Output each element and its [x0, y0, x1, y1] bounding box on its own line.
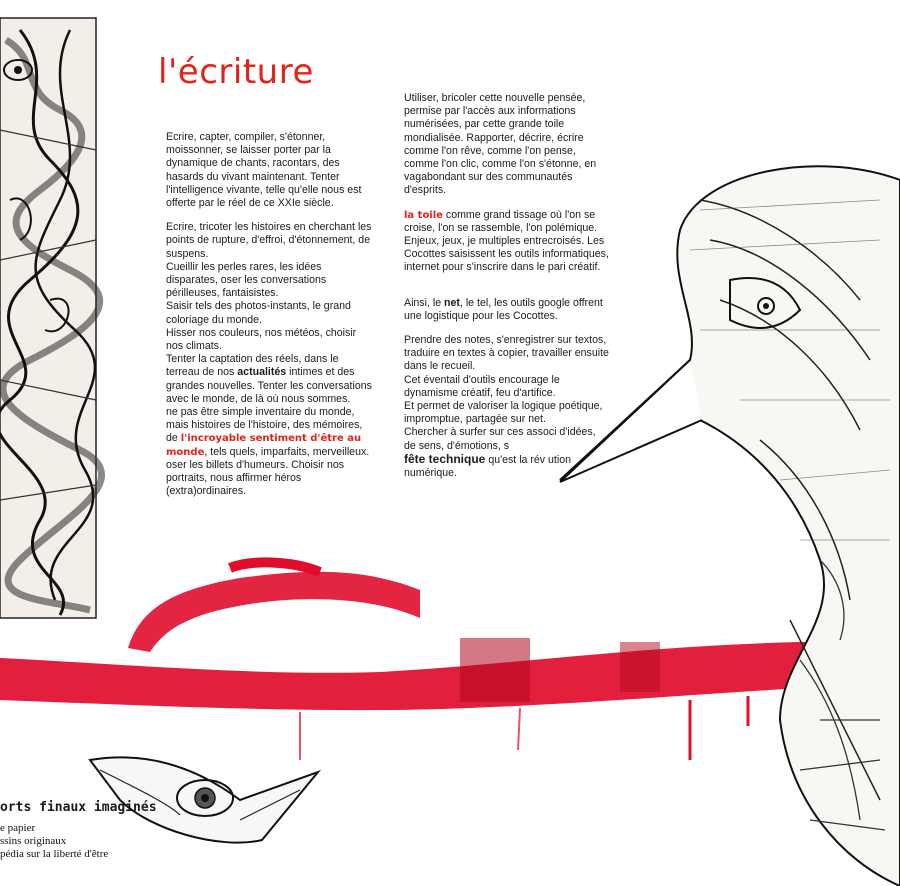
- bottom-list-item: ssins originaux: [0, 835, 67, 847]
- right-paragraph-3-before: Ainsi, le: [404, 296, 442, 309]
- left-paragraph-1: Ecrire, capter, compiler, s'étonner, moissonner, se laisser porter par la dynamique de chants, racontars, des hasards du vivant maintenant. Tenter l'intelligence vivante, telle qu'elle nous est offerte par le réel de ce XXIe siècle.: [166, 131, 362, 210]
- left-text-column: [166, 131, 374, 509]
- ink-drawing-panel: [0, 18, 102, 618]
- highlight-fete-technique: fête technique: [404, 451, 486, 466]
- right-paragraph-2-line-2: Enjeux, jeux, je multiples entrecroisés. Les Cocottes saisissent les outils informatiques, internet pour s'inscrire dans le pari créatif.: [404, 235, 609, 274]
- highlight-net: net: [444, 296, 460, 309]
- left-paragraph-2-line-1: Ecrire, tricoter les histoires en cherchant les points de rupture, d'effroi, d'étonnement, de suspens.: [166, 221, 372, 260]
- right-paragraph-4-line-1: Prendre des notes, s'enregistrer sur textos, traduire en textes à copier, travailler ensuite dans le recueil.: [404, 334, 609, 373]
- left-paragraph-2-line-2: Cueillir les perles rares, les idées disparates, oser les conversations périlleuses, fantaisistes.: [166, 260, 327, 300]
- left-paragraph-3-after: intimes et des grandes nouvelles. Tenter les conversations avec le monde, de là où nous sommes.: [166, 366, 372, 405]
- right-paragraph-1: Utiliser, bricoler cette nouvelle pensée, permise par l'accès aux informations numérisées, par cette grande toile mondialisée. Rapporter, décrire, écrire comme l'on rêve, comme l'on pense, comme l'on clic, comme l'on s'étonne, en vagabondant sur des communautés d'esprits.: [404, 92, 597, 197]
- left-paragraph-3-before: Tenter la captation des réels, dans le terreau de nos: [166, 353, 339, 379]
- right-paragraph-3-after: , le tel, les outils google offrent une logistique pour les Cocottes.: [404, 296, 603, 322]
- highlight-actualites: actualités: [237, 366, 287, 379]
- right-paragraph-4-line-3: Et permet de valoriser la logique poétique, impromptue, partagée sur net.: [404, 400, 603, 426]
- highlight-la-toile: la toile: [404, 209, 443, 221]
- left-paragraph-5: oser les billets d'humeurs. Choisir nos portraits, nous affirmer héros (extra)ordinaires.: [166, 458, 345, 498]
- bird-drawing: [560, 166, 900, 886]
- right-text-column: [404, 92, 609, 491]
- right-paragraph-5-after: qu'est la rév ution numérique.: [404, 453, 572, 480]
- right-paragraph-4: [404, 334, 609, 480]
- red-ink-stroke: [0, 562, 880, 760]
- left-paragraph-4-before: ne pas être simple inventaire du monde, mais histoires de l'histoire, des mémoires, de: [166, 406, 363, 445]
- bottom-list-item: pédia sur la liberté d'être: [0, 848, 109, 860]
- right-paragraph-4-line-4: Chercher à surfer sur ces associ d'idées, de sens, d'émotions, s: [404, 426, 596, 452]
- right-paragraph-2-after: comme grand tissage où l'on se croise, l'on se rassemble, l'on polémique.: [404, 208, 598, 234]
- page-title: l'écriture: [158, 52, 314, 92]
- bottom-list-item: e papier: [0, 822, 36, 834]
- left-paragraph-2-line-4: Hisser nos couleurs, nos météos, choisir nos climats.: [166, 326, 357, 353]
- right-paragraph-4-line-2: Cet éventail d'outils encourage le dynamisme créatif, feu d'artifice.: [404, 373, 560, 399]
- bottom-heading: orts finaux imaginés: [0, 800, 157, 815]
- left-paragraph-2-line-3: Saisir tels des photos-instants, le grand coloriage du monde.: [166, 300, 351, 326]
- bottom-list: [0, 822, 108, 861]
- right-paragraph-3: [404, 297, 609, 323]
- left-paragraph-4-after: , tels quels, imparfaits, merveilleux.: [204, 445, 370, 458]
- highlight-incroyable-sentiment: l'incroyable sentiment d'être au monde: [166, 433, 362, 458]
- left-paragraph-2: [166, 221, 374, 498]
- right-paragraph-2: [404, 209, 609, 275]
